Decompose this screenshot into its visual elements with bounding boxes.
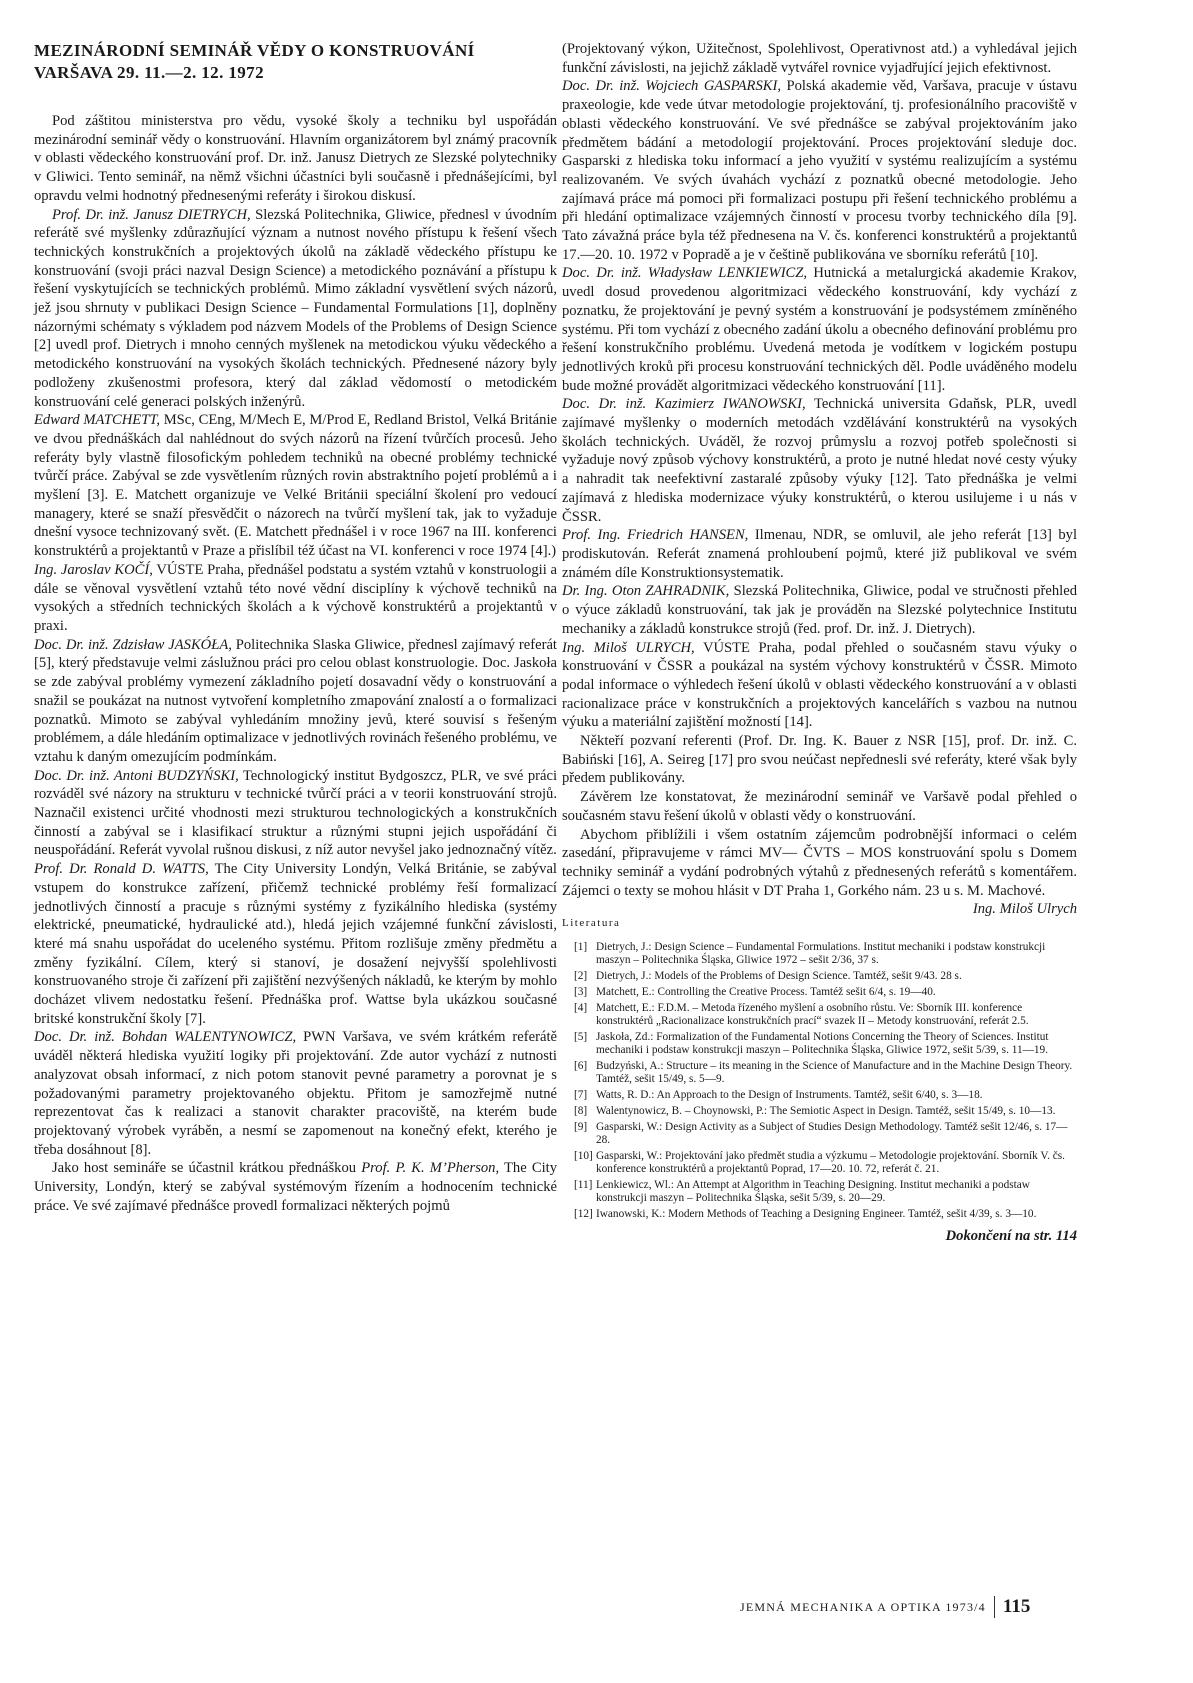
reference-number: [5] (574, 1031, 588, 1044)
paragraph: Pod záštitou ministerstva pro vědu, vysoké školy a techniku byl uspořádán mezinárodní seminář vědy o konstruování. Hlavním organizátorem byl známý pracovník v oblasti vědeckého konstruování prof. Dr. inž. Janusz Dietrych ze Slezské polytechniky v Gliwici. Tento seminář, na němž všichni účastníci byli současně i přednášejícími, byl opravdu velmi hodnotný přednesenými referáty i širokou diskusí. (34, 113, 557, 204)
literature-heading: Literatura (562, 917, 621, 930)
author-signature: Ing. Miloš Ulrych (972, 901, 1077, 918)
reference-item (562, 1002, 1077, 1028)
page-number: 115 (1002, 1596, 1031, 1617)
reference-text: Jaskoła, Zd.: Formalization of the Fundamental Notions Concerning the Theory of Sciences. Institut mechaniki i podstaw konstrukcji maszyn – Politechnika Śląska, Gliwice 1972, sešit 5/39, s. 11—19. (596, 1031, 1049, 1057)
reference-text: Gasparski, W.: Design Activity as a Subject of Studies Design Methodology. Tamtéž sešit 12/46, s. 17—28. (596, 1121, 1068, 1147)
reference-number: [12] (574, 1208, 593, 1221)
reference-text: Matchett, E.: F.D.M. – Metoda řízeného myšlení a osobního růstu. Ve: Sborník III. konference konstruktérů „Racionalizace konstrukčních prací“ svazek II – Metody konstruování, referát 2.5. (596, 1002, 1029, 1028)
speaker-name: Doc. Dr. inž. Kazimierz IWANOWSKI, (562, 396, 806, 413)
reference-text: Dietrych, J.: Models of the Problems of Design Science. Tamtéž, sešit 9/43. 28 s. (596, 970, 962, 983)
paragraph: Prof. Dr. inž. Janusz DIETRYCH, Slezská Politechnika, Gliwice, přednesl v úvodním referátě své myšlenky zdůrazňující význam a nutnost nového přístupu k řešení všech technických konstrukčních a projektových úkolů na základě vědeckého přístupu ke konstruování (svoji práci nazval Design Science) a metodického poznávání a přístupu k řešení vyskytujících se technických problémů. Mimo základní vysvětlení svých názorů, jež jsou shrnuty v publikaci Design Science – Fundamental Formulations [1], doplněny názornými schématy s výkladem pod názvem Models of the Problems of Design Science [2] uvedl prof. Dietrych i mnoho cenných myšlenek na metodickou výuku vědeckého a metodického konstruování na vysokých školách technických. Přednesené názory byly podloženy zkušenostmi profesora, který dal základ vědomostí o metodickém konstruování celé generaci polských inženýrů. (34, 206, 558, 410)
paragraph: Doc. Dr. inž. Zdzisław JASKÓŁA, Politechnika Slaska Gliwice, přednesl zajímavý referát [5], který představuje velmi záslužnou práci pro celou oblast konstruologie. Doc. Jaskoła se zde zabýval problémy vymezení základního pojetí dosavadní vědy o konstruování a snažil se poukázat na nutnost vytvoření kompletního zmapování znalostí a o formalizaci poznatků. Mimoto se zabýval vyhledáním množiny jevů, které souvisí s řešeným problémem, a dále hledáním optimalizace v jednotlivých rovinách řešeného problému, ve vztahu k daným omezujícím podmínkám. (34, 636, 557, 765)
reference-text: Iwanowski, K.: Modern Methods of Teaching a Designing Engineer. Tamtéž, sešit 4/39, s. 3—10. (596, 1208, 1037, 1221)
reference-number: [8] (574, 1105, 588, 1118)
reference-text: Budzyński, A.: Structure – its meaning in the Science of Manufacture and in the Machine Design Theory. Tamtéž, sešit 15/49, s. 5—9. (596, 1060, 1073, 1086)
paragraph: Doc. Dr. inž. Władysław LENKIEWICZ, Hutnická a metalurgická akademie Krakov, uvedl dosud provedenou algoritmizaci vědeckého konstruování, kdy vychází z poznatku, že projektování je pevný systém a konstruování je podsystémem zmíněného systému. Při tom vychází z obecného zadání úkolu a obecného definování problému pro řešení konstrukčního problému. Uvedená metoda je vodítkem v logickém postupu jednotlivých kroků při procesu konstruování technických děl. Podle uváděného modelu bude možné provádět algoritmizaci vědeckého konstruování [11]. (562, 265, 1077, 394)
speaker-name: Ing. Miloš ULRYCH, (562, 639, 695, 656)
reference-number: [1] (574, 941, 588, 954)
paragraph: Doc. Dr. inž. Antoni BUDZYŃSKI, Technologický institut Bydgoszcz, PLR, ve své práci rozváděl své názory na strukturu v technické tvůrčí práci a v teorii konstruování strojů. Naznačil existenci určité vhodnosti mezi strukturou technologických a konstrukčních činností a zabýval se i klasifikací struktur a různými stupni jejich uspořádání či neuspořádání. Referát vyvolal rušnou diskusi, z níž autor nevyšel jako jednoznačný vítěz. (34, 767, 558, 859)
reference-text: Matchett, E.: Controlling the Creative Process. Tamtéž sešit 6/4, s. 19—40. (596, 986, 936, 999)
paragraph: Doc. Dr. inž. Bohdan WALENTYNOWICZ, PWN Varšava, ve svém krátkém referátě uváděl některá hlediska využití logiky při projektování. Zde autor vychází z nutnosti analyzovat obsah informací, z nich potom stanovit pevné parametry a porovnat je s požadovanými parametry projektovaného objektu. Přitom je samozřejmě nutné reprezentovat čas k realizaci a stanovit charakter pracoviště, na kterém bude projektovaný výrobek vyráběn, a nesmí se zapomenout na konečný efekt, kterého je třeba dosáhnout [8]. (34, 1029, 557, 1158)
reference-list (562, 941, 1077, 1221)
reference-item (562, 1089, 1077, 1102)
speaker-name: Doc. Dr. inž. Antoni BUDZYŃSKI, (34, 767, 239, 784)
speaker-name: Dr. Ing. Oton ZAHRADNIK, (562, 583, 730, 600)
right-column (562, 40, 1077, 1246)
paragraph: (Projektovaný výkon, Užitečnost, Spolehlivost, Operativnost atd.) a vyhledával jejich funkční závislosti, na jejichž základě vytvářel rovnice vyjadřující jejich efektivnost. (562, 41, 1077, 76)
speaker-name: Doc. Dr. inž. Zdzisław JASKÓŁA, (34, 636, 232, 653)
paragraph: Někteří pozvaní referenti (Prof. Dr. Ing. K. Bauer z NSR [15], prof. Dr. inž. C. Babiński [16], A. Seireg [17] pro svou neúčast nepřednesli své referáty, které však byly předem publikovány. (562, 733, 1077, 787)
footer-divider (994, 1596, 995, 1618)
reference-number: [10] (574, 1150, 593, 1163)
paragraph: Jako host semináře se účastnil krátkou přednáškou Prof. P. K. M’Pherson, The City University, Londýn, který se zabýval systémovým řízením a hodnocením technické práce. Ve své zajímavé přednášce provedl formalizaci některých pojmů (34, 1160, 557, 1214)
paragraph: Dr. Ing. Oton ZAHRADNIK, Slezská Politechnika, Gliwice, podal ve stručnosti přehled o výuce základů konstruování, tak jak je prováděn na Slezské polytechnice Institutu mechaniky a základů konstrukce strojů (řed. prof. Dr. inž. J. Dietrych). (562, 583, 1077, 637)
title-line-2: VARŠAVA 29. 11.—2. 12. 1972 (34, 63, 264, 82)
speaker-name: Ing. Jaroslav KOČÍ, (34, 561, 153, 578)
speaker-name: Doc. Dr. inž. Władysław LENKIEWICZ, (562, 265, 808, 282)
reference-text: Gasparski, W.: Projektování jako předmět studia a výzkumu – Metodologie projektování. Sborník V. čs. konference konstruktérů a projektantů Poprad, 17—20. 10. 72, referát č. 21. (596, 1150, 1065, 1176)
reference-item (562, 1150, 1077, 1176)
reference-item (562, 1031, 1077, 1057)
reference-text: Lenkiewicz, Wl.: An Attempt at Algorithm in Teaching Designing. Institut mechaniki a podstaw konstrukcji maszyn – Politechnika Śląska, sešit 5/39, s. 20—29. (596, 1179, 1030, 1205)
paragraph: Prof. Dr. Ronald D. WATTS, The City University Londýn, Velká Británie, se zabýval vstupem do konstrukce zařízení, přičemž technické problémy řeší formalizací jednotlivých činností a pracuje s různými systémy z fyzikálního hlediska (systémy elektrické, pneumatické, hydraulické atd.), hledá jejich vzájemné funkční závislosti, které má snahu uspořádat do uceleného systému. Přitom rozlišuje změny předmětu a změny fyzikální. Cílem, který si stanoví, je dosažení nejvyšší spolehlivosti konstruovaného stroje či zařízení při zajištění nezvýšených nákladů, ke kterým by mohlo docházet vlivem nedostatku řešení. Přednáška prof. Wattse byla ukázkou současné britské konstrukční školy [7]. (34, 861, 557, 1027)
left-column (34, 40, 557, 1215)
speaker-name: Prof. Dr. Ronald D. WATTS, (34, 861, 209, 878)
reference-item (562, 986, 1077, 999)
speaker-name: Prof. Ing. Friedrich HANSEN, (562, 527, 749, 544)
page-footer (740, 1596, 1030, 1618)
speaker-name: Doc. Dr. inž. Wojciech GASPARSKI, (562, 78, 782, 95)
reference-item (562, 1121, 1077, 1147)
reference-item (562, 1179, 1077, 1205)
reference-number: [6] (574, 1060, 588, 1073)
article-title (34, 40, 557, 84)
speaker-name: Prof. Dr. inž. Janusz DIETRYCH, (52, 206, 251, 223)
reference-item (562, 970, 1077, 983)
journal-name: JEMNÁ MECHANIKA A OPTIKA 1973/4 (740, 1599, 986, 1614)
paragraph: Ing. Jaroslav KOČÍ, VÚSTE Praha, přednášel podstatu a systém vztahů v konstruologii a dále se věnoval vysvětlení vztahů této nové vědní disciplíny k výchově techniků na vysokých a středních technických školách a k výchově konstruktérů a projektantů v praxi. (34, 561, 557, 634)
reference-item (562, 1105, 1077, 1118)
paragraph: Doc. Dr. inž. Wojciech GASPARSKI, Polská akademie věd, Varšava, pracuje v ústavu praxeologie, kde vede útvar metodologie projektování, tj. profesionálního pracoviště v oblasti vědeckého konstruování. Ve své přednášce se zabýval projektováním jako předmětem bádání a metodologií projektování. Proces projektování sleduje doc. Gasparski z hlediska toku informací a jeho využití v systému realizujícím a systému realizovaném. Ve svých úvahách vychází z poznatků obecné metodologie. Jeho zajímavá práce má pomoci při formalizaci postupu při řešení technického problému a při hledání optimalizace vzájemných činností v procesu tvorby technického díla [9]. Tato závažná práce byla též přednesena na V. čs. konferenci konstruktérů a projektantů 17.—20. 10. 1972 v Popradě a je v češtině publikována ve sborníku referátů [10]. (562, 78, 1077, 263)
reference-text: Dietrych, J.: Design Science – Fundamental Formulations. Institut mechaniki i podstaw konstrukcji maszyn – Politechnika Śląska, Gliwice 1972 – sešit 2/36, 37 s. (596, 941, 1046, 967)
reference-text: Watts, R. D.: An Approach to the Design of Instruments. Tamtéž, sešit 6/40, s. 3—18. (596, 1089, 983, 1102)
reference-number: [4] (574, 1002, 588, 1015)
paragraph: Doc. Dr. inž. Kazimierz IWANOWSKI, Technická universita Gdaňsk, PLR, uvedl zajímavé myšlenky o moderních metodách vzdělávání konstruktérů na vysokých školách technických. Uváděl, že rozvoj průmyslu a rozvoj potřeb společnosti si vyžaduje nový způsob výchovy konstruktérů, a proto je nutné hledat nové cesty výuky a nahradit tak neefektivní zastaralé způsoby výuky [12]. Tato přednáška je velmi zajímavá z hlediska modernizace výuky konstruktérů, o kterou usilujeme i u nás v ČSSR. (562, 396, 1077, 525)
reference-number: [3] (574, 986, 588, 999)
paragraph: Závěrem lze konstatovat, že mezinárodní seminář ve Varšavě podal přehled o současném stavu řešení úkolů v oblasti vědy o konstruování. (562, 789, 1077, 824)
speaker-name: Doc. Dr. inž. Bohdan WALENTYNOWICZ, (34, 1029, 297, 1046)
title-line-1: MEZINÁRODNÍ SEMINÁŘ VĚDY O KONSTRUOVÁNÍ (34, 41, 475, 60)
reference-number: [11] (574, 1179, 593, 1192)
reference-item (562, 941, 1077, 967)
continued-note: Dokončení na str. 114 (945, 1228, 1077, 1245)
reference-item (562, 1208, 1077, 1221)
speaker-name: Prof. P. K. M’Pherson, (361, 1160, 500, 1177)
reference-number: [2] (574, 970, 588, 983)
reference-item (562, 1060, 1077, 1086)
reference-text: Walentynowicz, B. – Choynowski, P.: The Semiotic Aspect in Design. Tamtéž, sešit 15/49, s. 10—13. (596, 1105, 1056, 1118)
paragraph: Abychom přiblížili i všem ostatním zájemcům podrobnější informaci o celém zasedání, připravujeme v rámci MV— ČVTS – MOS konstruování spolu s Domem techniky seminář a vydání podrobných výtahů z přednesených referátů s komentářem. Zájemci o texty se mohou hlásit v DT Praha 1, Gorkého nám. 23 u s. M. Machové. Ing. Miloš Ulrych (562, 826, 1077, 918)
reference-number: [9] (574, 1121, 588, 1134)
paragraph: Ing. Miloš ULRYCH, VÚSTE Praha, podal přehled o současném stavu výuky o konstruování v ČSSR a poukázal na systém výchovy konstruktérů v ČSSR. Mimoto podal informace o výhledech řešení úkolů v oblasti vědeckého konstruování a v oblasti racionalizace práce v konstrukčních a projektových kancelářích s vazbou na nutnou výuku a materiální zajištění možností [14]. (562, 639, 1077, 731)
paragraph: Edward MATCHETT, MSc, CEng, M/Mech E, M/Prod E, Redland Bristol, Velká Británie ve dvou přednáškách dal nahlédnout do svých názorů na řízení tvůrčích procesů. Jeho referáty byly vlastně filosofickým pohledem techniků na obecné problémy technické tvůrčí práce. Zabýval se zde vysvětlením různých rovin abstraktního pojetí problémů a i myšlení [3]. E. Matchett organizuje ve Velké Británii speciální školení pro vedoucí managery, které se snaží přesvědčit o názorech na tvůrčí myšlení tak, jak to vyžaduje dnešní vysoce technizovaný svět. (E. Matchett přednášel i v roce 1967 na III. konferenci konstruktérů a projektantů v Praze a přislíbil též účast na VI. konferenci v roce 1974 [4].) (34, 412, 557, 560)
reference-number: [7] (574, 1089, 588, 1102)
paragraph: Prof. Ing. Friedrich HANSEN, Ilmenau, NDR, se omluvil, ale jeho referát [13] byl prodiskutován. Referát znamená prohloubení pojmů, které již publikoval ve svém známém díle Konstruktionsystematik. (562, 527, 1077, 581)
speaker-name: Edward MATCHETT, (34, 412, 160, 429)
